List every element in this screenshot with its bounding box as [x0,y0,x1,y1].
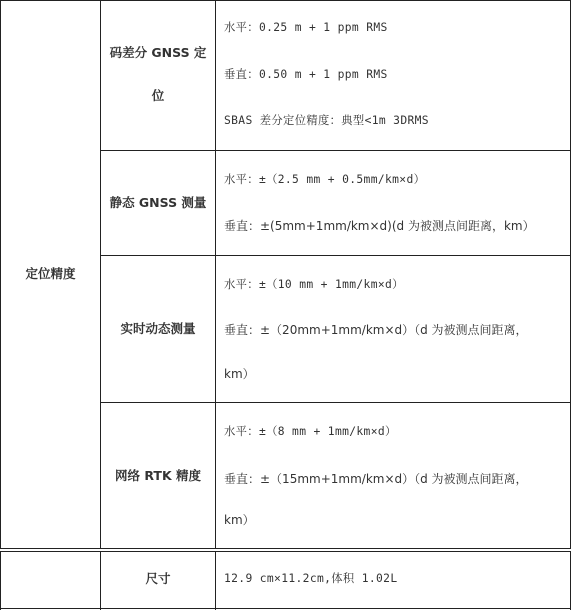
size-row-left [0,551,1,610]
size-row-top [0,551,571,552]
rtk-dynamic-vertical-cont: km） [224,367,255,381]
network-rtk-horizontal: 水平：±（8 mm + 1mm/km×d） [224,425,397,438]
network-rtk-vertical: 垂直：±（15mm+1mm/km×d）（d 为被测点间距离， [224,472,528,486]
size-value: 12.9 cm×11.2cm,体积 1.02L [224,572,398,585]
row-label-rtk-dynamic: 实时动态测量 [120,321,196,336]
row-label-code-diff-line1: 码差分 GNSS 定 [109,45,207,60]
static-horizontal: 水平：±（2.5 mm + 0.5mm/km×d） [224,173,426,186]
table-border-top [0,0,571,1]
group-label-positioning-accuracy: 定位精度 [25,266,76,281]
row-label-code-diff-line2: 位 [151,88,165,103]
col-divider-1 [100,0,101,549]
code-diff-sbas: SBAS 差分定位精度：典型<1m 3DRMS [224,114,429,127]
table-border-bottom [0,548,571,549]
row-label-size: 尺寸 [145,571,171,586]
network-rtk-vertical-cont: km） [224,513,255,527]
size-row-bottom [0,608,571,609]
size-row-divider-2 [215,551,216,610]
code-diff-vertical: 垂直：0.50 m + 1 ppm RMS [224,68,388,81]
row-divider-3 [100,402,571,403]
row-divider-1 [100,150,571,151]
static-vertical: 垂直：±(5mm+1mm/km×d)(d 为被测点间距离，km） [224,219,535,233]
row-label-network-rtk: 网络 RTK 精度 [115,468,201,483]
rtk-dynamic-vertical: 垂直：±（20mm+1mm/km×d）（d 为被测点间距离， [224,323,528,337]
code-diff-horizontal: 水平：0.25 m + 1 ppm RMS [224,21,388,34]
col-divider-2 [215,0,216,549]
rtk-dynamic-horizontal: 水平：±（10 mm + 1mm/km×d） [224,278,404,291]
row-divider-2 [100,255,571,256]
row-label-static-gnss: 静态 GNSS 测量 [109,195,207,210]
